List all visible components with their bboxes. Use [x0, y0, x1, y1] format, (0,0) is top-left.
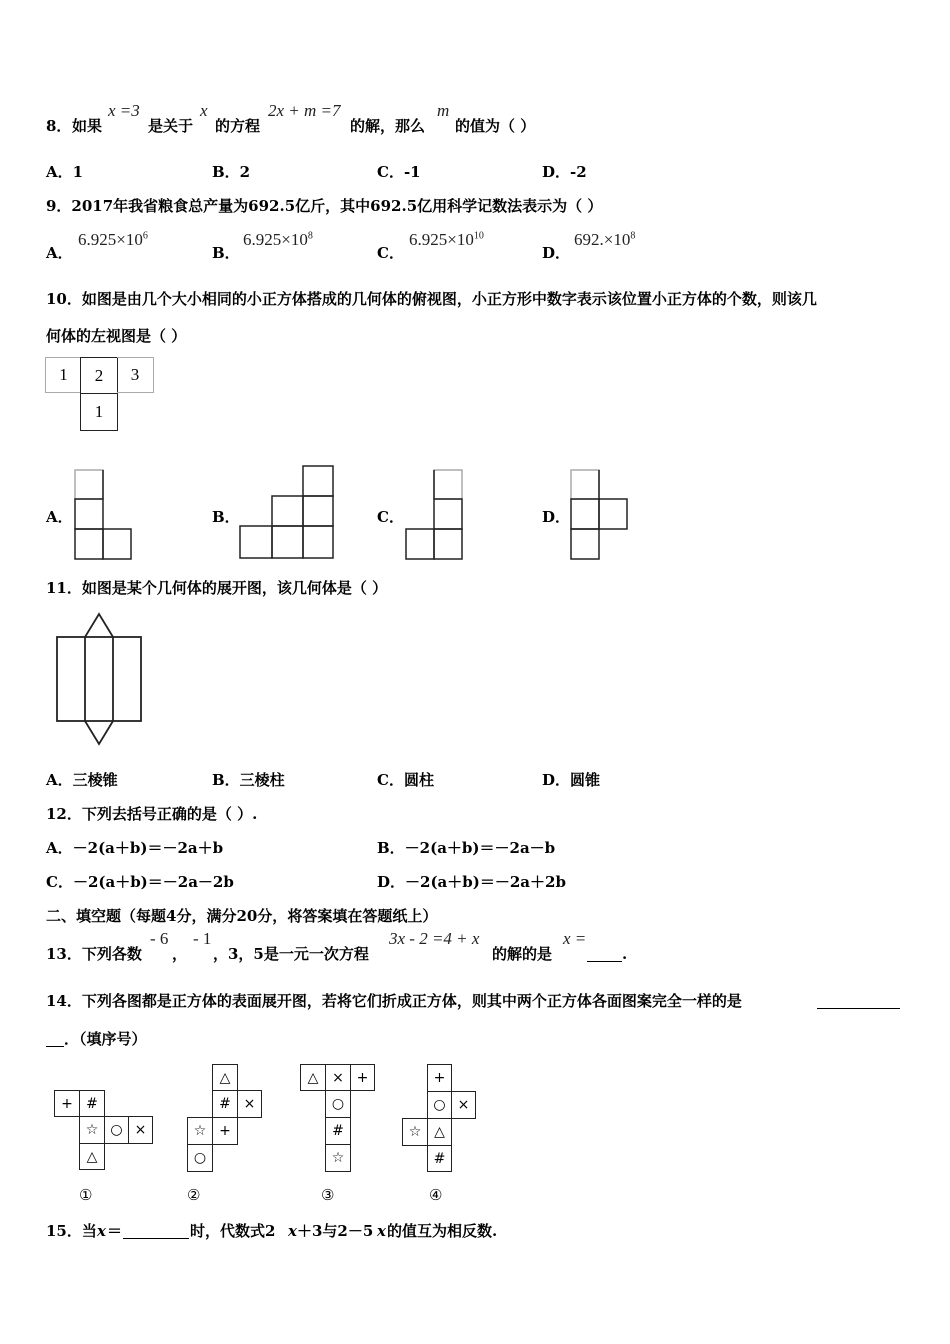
- q14-net-face: #: [212, 1090, 238, 1118]
- q8-number: 8．: [46, 117, 72, 135]
- q13-text-4: 的解的是: [492, 945, 553, 963]
- q8-option-c: C．-1: [377, 163, 421, 181]
- q13-text-3: ，3，5是一元一次方程: [213, 945, 369, 963]
- q12-option-a: A．－2(a＋b)＝－2a＋b: [46, 839, 224, 857]
- q9-label-b: B．: [212, 244, 240, 262]
- q14-net-face: +: [350, 1064, 375, 1091]
- q15-variable: x: [97, 1222, 106, 1240]
- q10-option-a-figure: [72, 468, 134, 562]
- q14-net-face: △: [300, 1064, 326, 1091]
- q10-option-b-figure: [237, 464, 337, 562]
- q15-text-4: ＋3与2－5: [297, 1222, 374, 1240]
- q8-math-2: x: [200, 101, 208, 120]
- q14-net-face: △: [79, 1143, 105, 1170]
- q14-net-face: ☆: [325, 1144, 351, 1172]
- q8-text-5: 的值为（ ）: [455, 117, 536, 135]
- q10-grid-cell: 3: [117, 357, 154, 393]
- q14-net-face: ○: [325, 1090, 351, 1118]
- q14-line-1: 14．下列各图都是正方体的表面展开图，若将它们折成正方体，则其中两个正方体各面图案完全一样的是: [46, 992, 742, 1010]
- q14-net-face: ×: [451, 1091, 476, 1119]
- q10-grid-cell: 1: [80, 393, 118, 431]
- q9-option-d: $692.\times 10^8$: [574, 230, 636, 249]
- section-2-heading: 二、填空题（每题4分，满分20分，将答案填在答题纸上）: [46, 907, 438, 925]
- q14-net-face: +: [212, 1117, 238, 1145]
- q9-text: 9．2017年我省粮食总产量为692.5亿斤，其中692.5亿用科学记数法表示为（ ）: [46, 197, 603, 215]
- q13-answer-blank[interactable]: [587, 961, 622, 962]
- q15-text-5: 的值互为相反数.: [387, 1222, 498, 1240]
- q14-line-2: ．（填序号）: [64, 1030, 147, 1048]
- q14-net-face: ☆: [187, 1117, 213, 1145]
- q8-text-1: 如果: [72, 117, 103, 135]
- q8-option-a: A．1: [46, 163, 84, 181]
- q14-net-face: ☆: [79, 1116, 105, 1144]
- q8-math-3: 2x + m =7: [268, 101, 341, 120]
- q14-net-face: △: [427, 1118, 452, 1146]
- q13-text-5: .: [622, 945, 628, 963]
- q14-net-face: +: [427, 1064, 452, 1092]
- q9-option-a: $6.925\times 10^6$: [78, 230, 148, 249]
- q13-text-2: ，: [172, 945, 188, 963]
- q13-math-1: - 6: [150, 929, 169, 948]
- q14-net-face: #: [325, 1117, 351, 1145]
- q14-answer-blank-cont[interactable]: [46, 1046, 64, 1047]
- q11-option-c: C．圆柱: [377, 771, 434, 789]
- q13-math-4: x =: [563, 929, 587, 948]
- q14-net-face: #: [79, 1090, 105, 1117]
- q8-math-1: x =3: [108, 101, 140, 120]
- q8-text-4: 的解，那么: [350, 117, 426, 135]
- q14-net-face: ×: [325, 1064, 351, 1091]
- q14-label-4: ④: [429, 1186, 443, 1204]
- q10-option-c-figure: [403, 468, 467, 562]
- q14-label-3: ③: [321, 1186, 335, 1204]
- q10-grid-cell: 1: [45, 357, 81, 393]
- q11-option-d: D．圆锥: [542, 771, 601, 789]
- q11-text: 11．如图是某个几何体的展开图，该几何体是（ ）: [46, 579, 388, 597]
- q14-net-face: △: [212, 1064, 238, 1091]
- q9-label-a: A．: [46, 244, 73, 262]
- q8-option-b: B．2: [212, 163, 251, 181]
- q13-text-1: 13．下列各数: [46, 945, 142, 963]
- q8-option-d: D．-2: [542, 163, 587, 181]
- q10-grid-cell: 2: [80, 357, 118, 394]
- q14-net-face: +: [54, 1090, 80, 1117]
- q10-label-d: D．: [542, 508, 571, 526]
- q12-option-c: C．－2(a＋b)＝－2a－2b: [46, 873, 234, 891]
- q9-label-c: C．: [377, 244, 404, 262]
- q14-net-face: ☆: [402, 1118, 428, 1146]
- q9-option-c: $6.925\times 10^{10}$: [409, 230, 484, 249]
- q10-line-1: 10．如图是由几个大小相同的小正方体搭成的几何体的俯视图，小正方形中数字表示该位置小正方体的个数，则该几: [46, 290, 817, 308]
- q9-option-b: $6.925\times 10^8$: [243, 230, 313, 249]
- q9-label-d: D．: [542, 244, 571, 262]
- q12-option-b: B．－2(a＋b)＝－2a－b: [377, 839, 556, 857]
- q10-option-d-figure: [568, 468, 632, 562]
- q15-text-3: 时，代数式2: [190, 1222, 276, 1240]
- q14-net-face: ○: [427, 1091, 452, 1119]
- q10-line-2: 何体的左视图是（ ）: [46, 327, 187, 345]
- q13-math-2: - 1: [193, 929, 212, 948]
- q14-label-1: ①: [79, 1186, 93, 1204]
- q8-text-2: 是关于: [148, 117, 194, 135]
- q15-variable: x: [288, 1222, 297, 1240]
- q11-option-a: A．三棱锥: [46, 771, 118, 789]
- q14-net-face: #: [427, 1145, 452, 1172]
- q15-variable: x: [377, 1222, 386, 1240]
- q15-answer-blank[interactable]: [123, 1238, 189, 1239]
- q8-math-4: m: [437, 101, 450, 120]
- q11-option-b: B．三棱柱: [212, 771, 285, 789]
- q14-answer-blank[interactable]: [817, 1008, 900, 1009]
- q14-label-2: ②: [187, 1186, 201, 1204]
- q11-net-figure: [54, 612, 146, 748]
- q8-text-3: 的方程: [215, 117, 261, 135]
- q15-text-1: 15．当: [46, 1222, 97, 1240]
- q10-label-b: B．: [212, 508, 240, 526]
- q14-net-face: ×: [237, 1090, 262, 1118]
- q10-label-c: C．: [377, 508, 404, 526]
- q12-option-d: D．－2(a＋b)＝－2a＋2b: [377, 873, 566, 891]
- q13-math-3: 3x - 2 =4 + x: [389, 929, 480, 948]
- q15-text-2: ＝: [107, 1222, 123, 1240]
- q12-text: 12．下列去括号正确的是（ ）.: [46, 805, 258, 823]
- q10-label-a: A．: [46, 508, 73, 526]
- q14-net-face: ○: [187, 1144, 213, 1172]
- q14-net-face: ○: [104, 1116, 129, 1144]
- q14-net-face: ×: [128, 1116, 153, 1144]
